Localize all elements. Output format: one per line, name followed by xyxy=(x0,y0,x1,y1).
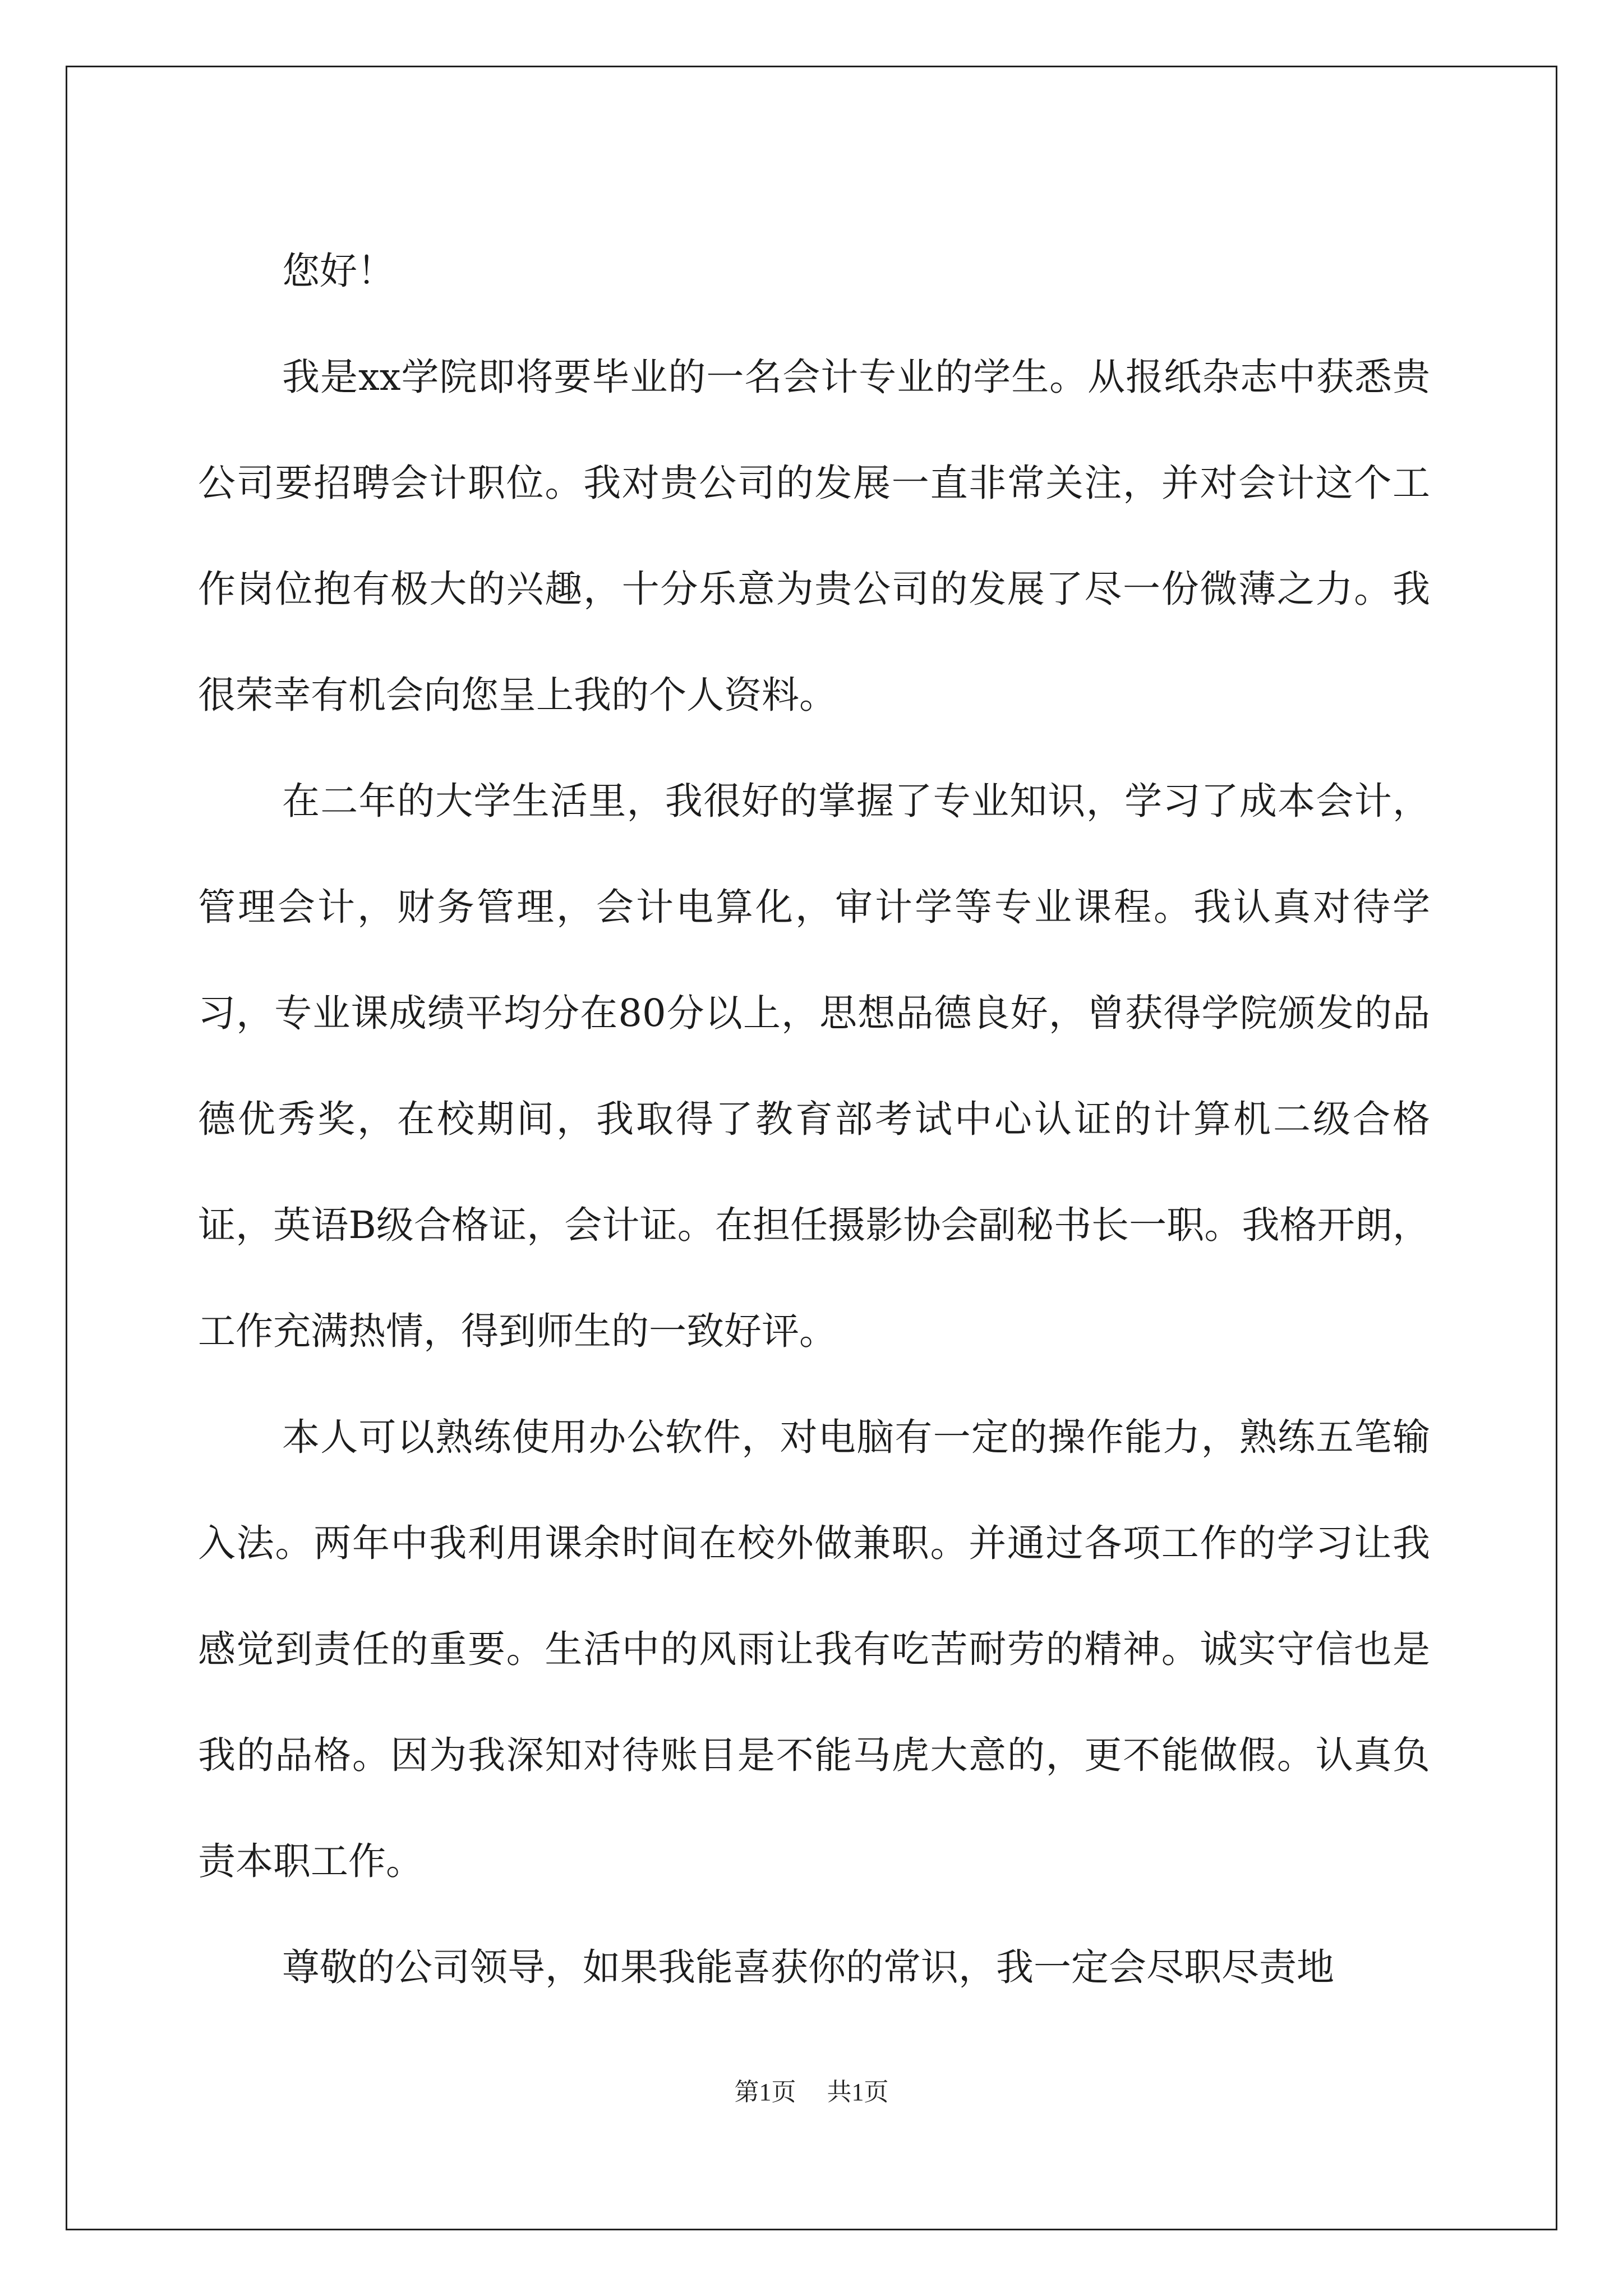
page-number: 第1页 xyxy=(734,2078,796,2106)
page-footer xyxy=(0,2076,1623,2109)
page-total: 共1页 xyxy=(827,2078,889,2106)
letter-body xyxy=(198,218,1430,2021)
paragraph-skills: 本人可以熟练使用办公软件，对电脑有一定的操作能力，熟练五笔输入法。两年中我利用课余时间在校外做兼职。并通过各项工作的学习让我感觉到责任的重要。生活中的风雨让我有吃苦耐劳的精神。诚实守信也是我的品格。因为我深知对待账目是不能马虎大意的，更不能做假。认真负责本职工作。 xyxy=(198,1415,1430,1883)
paragraph-introduction: 我是xx学院即将要毕业的一名会计专业的学生。从报纸杂志中获悉贵公司要招聘会计职位。我对贵公司的发展一直非常关注，并对会计这个工作岗位抱有极大的兴趣，十分乐意为贵公司的发展了尽一份微薄之力。我很荣幸有机会向您呈上我的个人资料。 xyxy=(198,355,1430,717)
paragraph-closing: 尊敬的公司领导，如果我能喜获你的常识，我一定会尽职尽责地 xyxy=(282,1945,1334,1989)
paragraph-education: 在二年的大学生活里，我很好的掌握了专业知识，学习了成本会计，管理会计，财务管理，会计电算化，审计学等专业课程。我认真对待学习，专业课成绩平均分在80分以上，思想品德良好，曾获得学院颁发的品德优秀奖，在校期间，我取得了教育部考试中心认证的计算机二级合格证，英语B级合格证，会计证。在担任摄影协会副秘书长一职。我格开朗，工作充满热情，得到师生的一致好评。 xyxy=(198,779,1430,1353)
greeting: 您好！ xyxy=(282,249,395,293)
